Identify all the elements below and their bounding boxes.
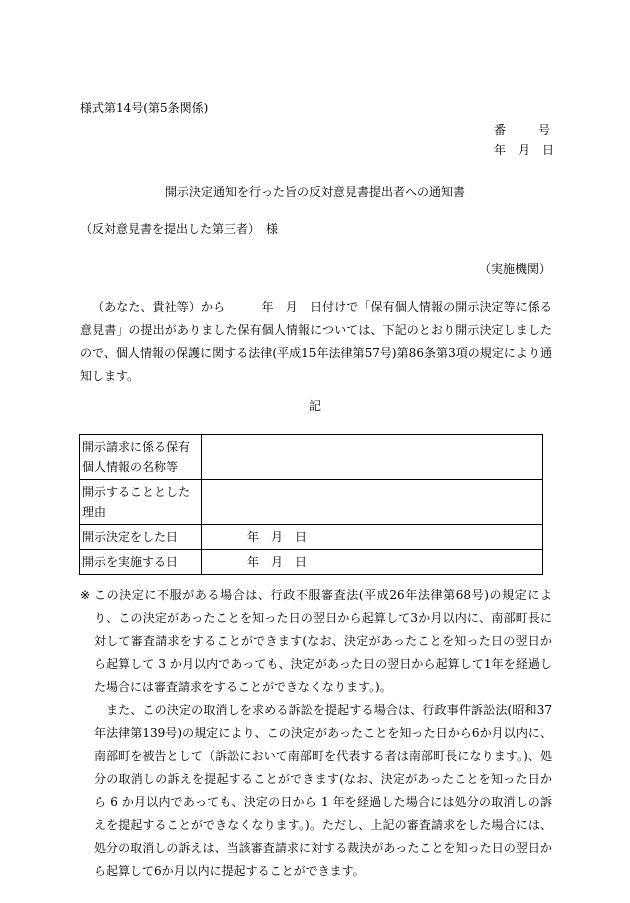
note-paragraph-review: この決定に不服がある場合は、行政不服審査法(平成26年法律第68号)の規定により、この決定があったことを知った日の翌日から起算して3か月以内に、南部町長に対して審査請求をすることができます(なお、決定があったことを知った日の翌日から起算して 3 か月以内であっても、決定があった日の翌日から起算して1年を経過した場合には審査請求をすることができなくなります。)。 bbox=[94, 588, 552, 694]
table-label-cell: 開示を実施する日 bbox=[80, 550, 202, 575]
table-label-cell: 開示決定をした日 bbox=[80, 525, 202, 550]
table-value-cell: 年 月 日 bbox=[202, 550, 543, 575]
document-number-label: 番 号 bbox=[494, 123, 550, 137]
table-value-cell: 年 月 日 bbox=[202, 525, 543, 550]
notification-paragraph: （あなた、貴社等）から 年 月 日付けで「保有個人情報の開示決定等に係る意見書」の提出がありました保有個人情報については、下記のとおり開示決定しましたので、個人情報の保護に関する法律(平成15年法律第57号)第86条第3項の規定により通知します。 bbox=[80, 300, 552, 383]
table-label-cell: 開示することとした理由 bbox=[80, 480, 202, 525]
decision-details-table bbox=[79, 434, 543, 575]
table-row bbox=[80, 435, 543, 480]
note-paragraph-lawsuit: また、この決定の取消しを求める訴訟を提起する場合は、行政事件訴訟法(昭和37年法律第139号)の規定により、この決定があったことを知った日から6か月以内に、南部町を被告として（訴訟において南部町を代表する者は南部町長になります。)、処分の取消しの訴えを提起することができます(なお、決定があったことを知った日から 6 か月以内であっても、決定の日から 1 年を経過した場合には処分の取消しの訴えを提起することができなくなります。)。ただし、上記の審査請求をした場合には、処分の取消しの訴えは、当該審査請求に対する裁決があったことを知った日の翌日から起算して6か月以内に提起することができます。 bbox=[94, 703, 552, 878]
ki-heading: 記 bbox=[308, 399, 321, 413]
table-row bbox=[80, 525, 543, 550]
document-date-label: 年 月 日 bbox=[494, 143, 555, 157]
notification-body bbox=[80, 296, 552, 388]
appeal-note bbox=[80, 584, 552, 883]
form-number: 様式第14号(第5条関係) bbox=[80, 101, 209, 115]
issuer-line: （実施機関） bbox=[478, 262, 551, 276]
recipient-line: （反対意見書を提出した第三者） 様 bbox=[80, 222, 279, 236]
document-title: 開示決定通知を行った旨の反対意見書提出者への通知書 bbox=[164, 185, 465, 199]
table-value-cell bbox=[202, 480, 543, 525]
table-value-cell bbox=[202, 435, 543, 480]
table-row bbox=[80, 480, 543, 525]
note-mark: ※ bbox=[80, 588, 91, 602]
table-row bbox=[80, 550, 543, 575]
table-label-cell: 開示請求に係る保有個人情報の名称等 bbox=[80, 435, 202, 480]
